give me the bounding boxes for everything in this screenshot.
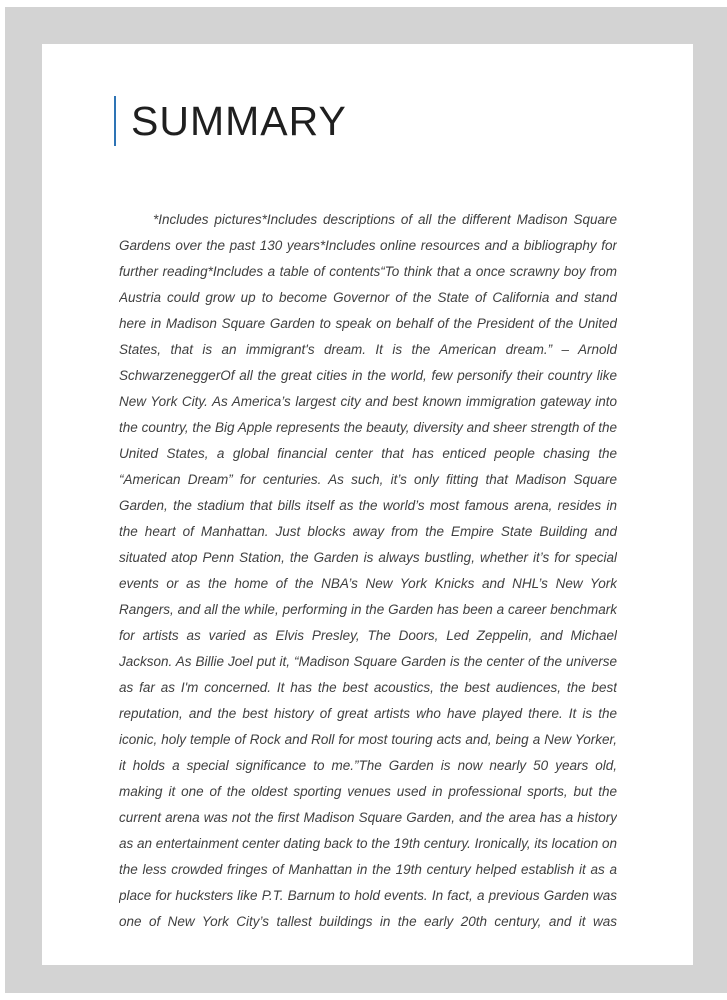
page-title: SUMMARY (131, 97, 347, 144)
document-page (42, 44, 693, 965)
summary-paragraph: *Includes pictures*Includes descriptions of all the different Madison Square Gardens over the past 130 years*Includes online resources and a bibliography for further reading*Includes a table of contents“To think that a once scrawny boy from Austria could grow up to become Governor of the State of California and stand here in Madison Square Garden to speak on behalf of the President of the United States, that is an immigrant's dream. It is the American dream.” – Arnold SchwarzeneggerOf all the great cities in the world, few personify their country like New York City. As America’s largest city and best known immigration gateway into the country, the Big Apple represents the beauty, diversity and sheer strength of the United States, a global financial center that has enticed people chasing the “American Dream” for centuries. As such, it’s only fitting that Madison Square Garden, the stadium that bills itself as the world’s most famous arena, resides in the heart of Manhattan. Just blocks away from the Empire State Building and situated atop Penn Station, the Garden is always bustling, whether it’s for special events or as the home of the NBA’s New York Knicks and NHL’s New York Rangers, and all the while, performing in the Garden has been a career benchmark for artists as varied as Elvis Presley, The Doors, Led Zeppelin, and Michael Jackson. As Billie Joel put it, “Madison Square Garden is the center of the universe as far as I'm concerned. It has the best acoustics, the best audiences, the best reputation, and the best history of great artists who have played there. It is the iconic, holy temple of Rock and Roll for most touring acts and, being a New Yorker, it holds a special significance to me.”The Garden is now nearly 50 years old, making it one of the oldest sporting venues used in professional sports, but the current arena was not the first Madison Square Garden, and the area has a history as an entertainment center dating back to the 19th century. Ironically, its location on the less crowded fringes of Manhattan in the 19th century helped establish it as a place for hucksters like P.T. Barnum to hold events. In fact, a previous Garden was one of New York City’s tallest buildings in the early 20th century, and it was (119, 212, 617, 929)
title-block (114, 96, 347, 146)
body-text-container (119, 207, 617, 965)
page-margin-area (5, 7, 727, 993)
title-accent-bar (114, 96, 116, 146)
